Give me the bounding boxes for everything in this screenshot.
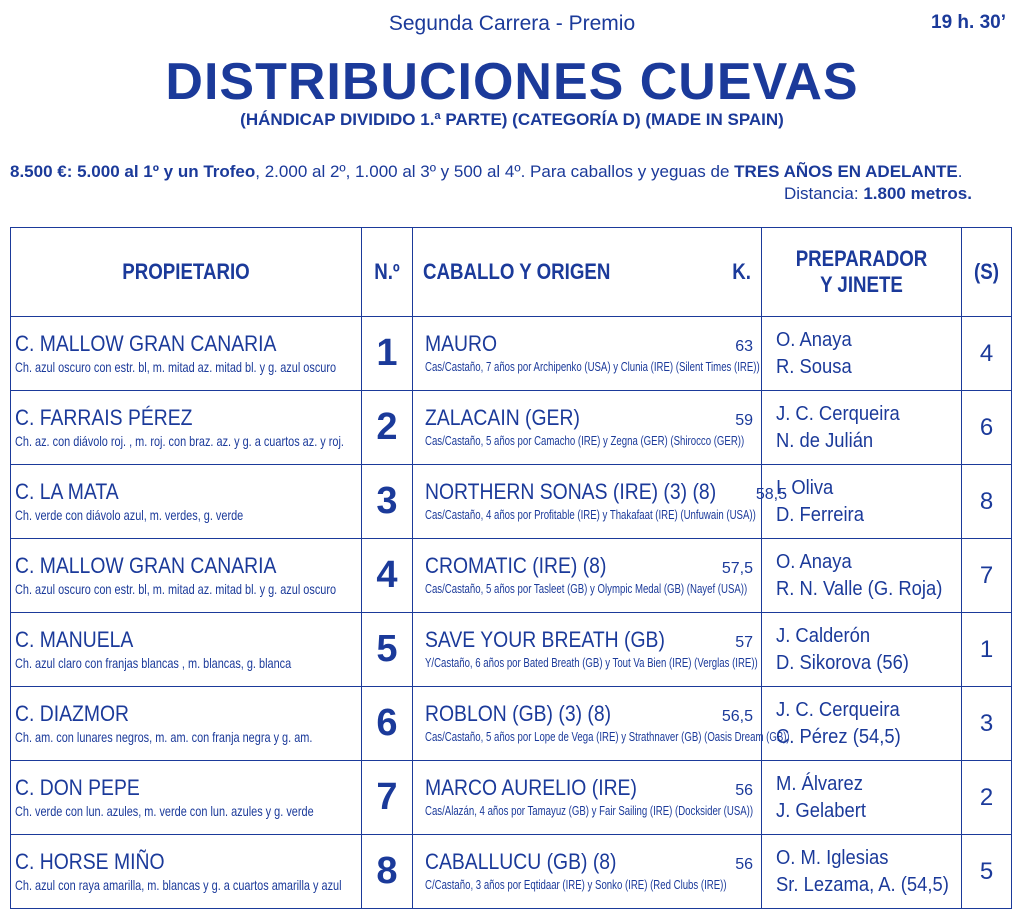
table-row — [11, 761, 1012, 835]
jockey-name: Sr. Lezama, A. (54,5) — [776, 873, 949, 896]
horse-weight: 57 — [735, 633, 753, 651]
owner-cell — [11, 317, 362, 391]
horse-cell — [413, 761, 762, 835]
race-line: Segunda Carrera - Premio — [388, 12, 636, 35]
horse-origin: Y/Castaño, 6 años por Bated Breath (GB) y Tout Va Bien (IRE) (Verglas (IRE)) — [425, 654, 758, 670]
owner-cell — [11, 687, 362, 761]
horse-cell — [413, 835, 762, 909]
racecard-table — [10, 227, 1012, 909]
horse-name: ZALACAIN (GER) — [425, 404, 580, 430]
header-owner: PROPIETARIO — [11, 228, 362, 317]
draw-number: 2 — [962, 761, 1012, 835]
trainer-jockey-cell — [762, 613, 962, 687]
table-row — [11, 835, 1012, 909]
table-row — [11, 391, 1012, 465]
table-row — [11, 539, 1012, 613]
trainer-name: J. Calderón — [776, 624, 871, 647]
horse-weight: 56 — [735, 855, 753, 873]
jockey-name: R. N. Valle (G. Roja) — [776, 577, 943, 600]
owner-colors: Ch. az. con diávolo roj. , m. roj. con braz. az. y g. a cuartos az. y roj. — [15, 432, 344, 449]
trainer-jockey-cell — [762, 539, 962, 613]
owner-name: C. LA MATA — [15, 478, 119, 504]
horse-weight: 58,5 — [755, 485, 787, 503]
jockey-name: N. de Julián — [776, 429, 874, 452]
age-bold: TRES AÑOS EN ADELANTE — [734, 162, 958, 181]
horse-weight: 57,5 — [721, 559, 753, 577]
draw-number: 8 — [962, 465, 1012, 539]
prize-rest: , 2.000 al 2º, 1.000 al 3º y 500 al 4º. Para caballos y yeguas de — [255, 162, 735, 181]
owner-name: C. DIAZMOR — [15, 700, 130, 726]
trainer-jockey-cell — [762, 317, 962, 391]
draw-number: 3 — [962, 687, 1012, 761]
header-row — [11, 228, 1012, 317]
horse-weight: 63 — [735, 337, 753, 355]
owner-name: C. HORSE MIÑO — [15, 848, 165, 874]
horse-cell — [413, 539, 762, 613]
horse-weight: 56,5 — [721, 707, 753, 725]
runner-number: 6 — [362, 687, 413, 761]
distance-label: Distancia: — [783, 184, 864, 203]
trainer-name: I. Oliva — [776, 476, 834, 499]
runner-number: 1 — [362, 317, 413, 391]
owner-colors: Ch. verde con diávolo azul, m. verdes, g. verde — [15, 506, 244, 523]
horse-origin: Cas/Alazán, 4 años por Tamayuz (GB) y Fair Sailing (IRE) (Docksider (USA)) — [425, 802, 754, 818]
trainer-name: O. Anaya — [776, 328, 852, 351]
runner-number: 7 — [362, 761, 413, 835]
horse-name: CABALLUCU (GB) (8) — [425, 848, 617, 874]
horse-cell — [413, 687, 790, 761]
conditions-period: . — [957, 162, 963, 181]
runner-number: 3 — [362, 465, 413, 539]
race-distance — [784, 184, 972, 204]
horse-weight: 56 — [735, 781, 753, 799]
prize-bold: 8.500 €: 5.000 al 1º y un Trofeo — [10, 162, 256, 181]
owner-cell — [11, 835, 362, 909]
horse-name: MARCO AURELIO (IRE) — [425, 774, 637, 800]
horse-cell — [413, 465, 787, 539]
jockey-name: R. Sousa — [776, 355, 852, 378]
owner-colors: Ch. azul con raya amarilla, m. blancas y g. a cuartos amarilla y azul — [15, 876, 342, 893]
owner-colors: Ch. am. con lunares negros, m. am. con franja negra y g. am. — [15, 728, 313, 745]
header-trainer: PREPARADOR Y JINETE — [762, 228, 962, 317]
trainer-name: J. C. Cerqueira — [776, 698, 900, 721]
table-row — [11, 613, 1012, 687]
runner-number: 5 — [362, 613, 413, 687]
trainer-jockey-cell — [762, 835, 962, 909]
owner-name: C. FARRAIS PÉREZ — [15, 404, 193, 430]
horse-weight: 59 — [735, 411, 753, 429]
distance-value: 1.800 metros. — [863, 184, 972, 203]
trainer-name: O. Anaya — [776, 550, 852, 573]
owner-colors: Ch. verde con lun. azules, m. verde con lun. azules y g. verde — [15, 802, 314, 819]
horse-name: NORTHERN SONAS (IRE) (3) (8) — [425, 478, 717, 504]
trainer-name: J. C. Cerqueira — [776, 402, 900, 425]
race-title: DISTRIBUCIONES CUEVAS — [165, 53, 859, 111]
trainer-name: M. Álvarez — [776, 772, 863, 795]
owner-name: C. MALLOW GRAN CANARIA — [15, 330, 277, 356]
race-conditions — [10, 160, 1010, 184]
table-row — [11, 687, 1012, 761]
header-horse-label: CABALLO Y ORIGEN — [423, 259, 611, 284]
horse-cell — [413, 317, 762, 391]
owner-name: C. MALLOW GRAN CANARIA — [15, 552, 277, 578]
horse-name: MAURO — [425, 330, 498, 356]
table-row — [11, 317, 1012, 391]
owner-cell — [11, 391, 362, 465]
runner-number: 2 — [362, 391, 413, 465]
runner-number: 4 — [362, 539, 413, 613]
trainer-jockey-cell — [762, 687, 962, 761]
draw-number: 4 — [962, 317, 1012, 391]
horse-origin: C/Castaño, 3 años por Eqtidaar (IRE) y Sonko (IRE) (Red Clubs (IRE)) — [425, 876, 727, 892]
header-draw: (S) — [962, 228, 1012, 317]
draw-number: 1 — [962, 613, 1012, 687]
owner-colors: Ch. azul claro con franjas blancas , m. blancas, g. blanca — [15, 654, 292, 671]
trainer-jockey-cell — [762, 465, 962, 539]
horse-cell — [413, 613, 762, 687]
owner-cell — [11, 539, 362, 613]
jockey-name: C. Pérez (54,5) — [776, 725, 901, 748]
owner-name: C. MANUELA — [15, 626, 134, 652]
horse-origin: Cas/Castaño, 5 años por Camacho (IRE) y Zegna (GER) (Shirocco (GER)) — [425, 432, 745, 448]
draw-number: 7 — [962, 539, 1012, 613]
horse-name: CROMATIC (IRE) (8) — [425, 552, 607, 578]
runner-number: 8 — [362, 835, 413, 909]
trainer-name: O. M. Iglesias — [776, 846, 889, 869]
race-time: 19 h. 30’ — [931, 12, 1006, 33]
owner-colors: Ch. azul oscuro con estr. bl, m. mitad az. mitad bl. y g. azul oscuro — [15, 358, 337, 375]
table-row — [11, 465, 1012, 539]
jockey-name: D. Sikorova (56) — [776, 651, 909, 674]
jockey-name: D. Ferreira — [776, 503, 864, 526]
horse-origin: Cas/Castaño, 7 años por Archipenko (USA) y Clunia (IRE) (Silent Times (IRE)) — [425, 358, 760, 374]
draw-number: 5 — [962, 835, 1012, 909]
horse-origin: Cas/Castaño, 5 años por Lope de Vega (IRE) y Strathnaver (GB) (Oasis Dream (GB)) — [425, 728, 790, 744]
horse-origin: Cas/Castaño, 5 años por Tasleet (GB) y Olympic Medal (GB) (Nayef (USA)) — [425, 580, 748, 596]
owner-cell — [11, 761, 362, 835]
owner-colors: Ch. azul oscuro con estr. bl, m. mitad az. mitad bl. y g. azul oscuro — [15, 580, 337, 597]
header-weight-label: K. — [732, 259, 751, 284]
horse-name: SAVE YOUR BREATH (GB) — [425, 626, 665, 652]
race-subtitle: (HÁNDICAP DIVIDIDO 1.ª PARTE) (CATEGORÍA D) (MADE IN SPAIN) — [240, 110, 784, 129]
trainer-jockey-cell — [762, 761, 962, 835]
horse-origin: Cas/Castaño, 4 años por Profitable (IRE) y Thakafaat (IRE) (Unfuwain (USA)) — [425, 506, 756, 522]
horse-name: ROBLON (GB) (3) (8) — [425, 700, 612, 726]
header-horse — [413, 228, 762, 317]
draw-number: 6 — [962, 391, 1012, 465]
owner-cell — [11, 613, 362, 687]
horse-cell — [413, 391, 762, 465]
header-number: N.º — [362, 228, 413, 317]
jockey-name: J. Gelabert — [776, 799, 867, 822]
owner-name: C. DON PEPE — [15, 774, 140, 800]
owner-cell — [11, 465, 362, 539]
trainer-jockey-cell — [762, 391, 962, 465]
